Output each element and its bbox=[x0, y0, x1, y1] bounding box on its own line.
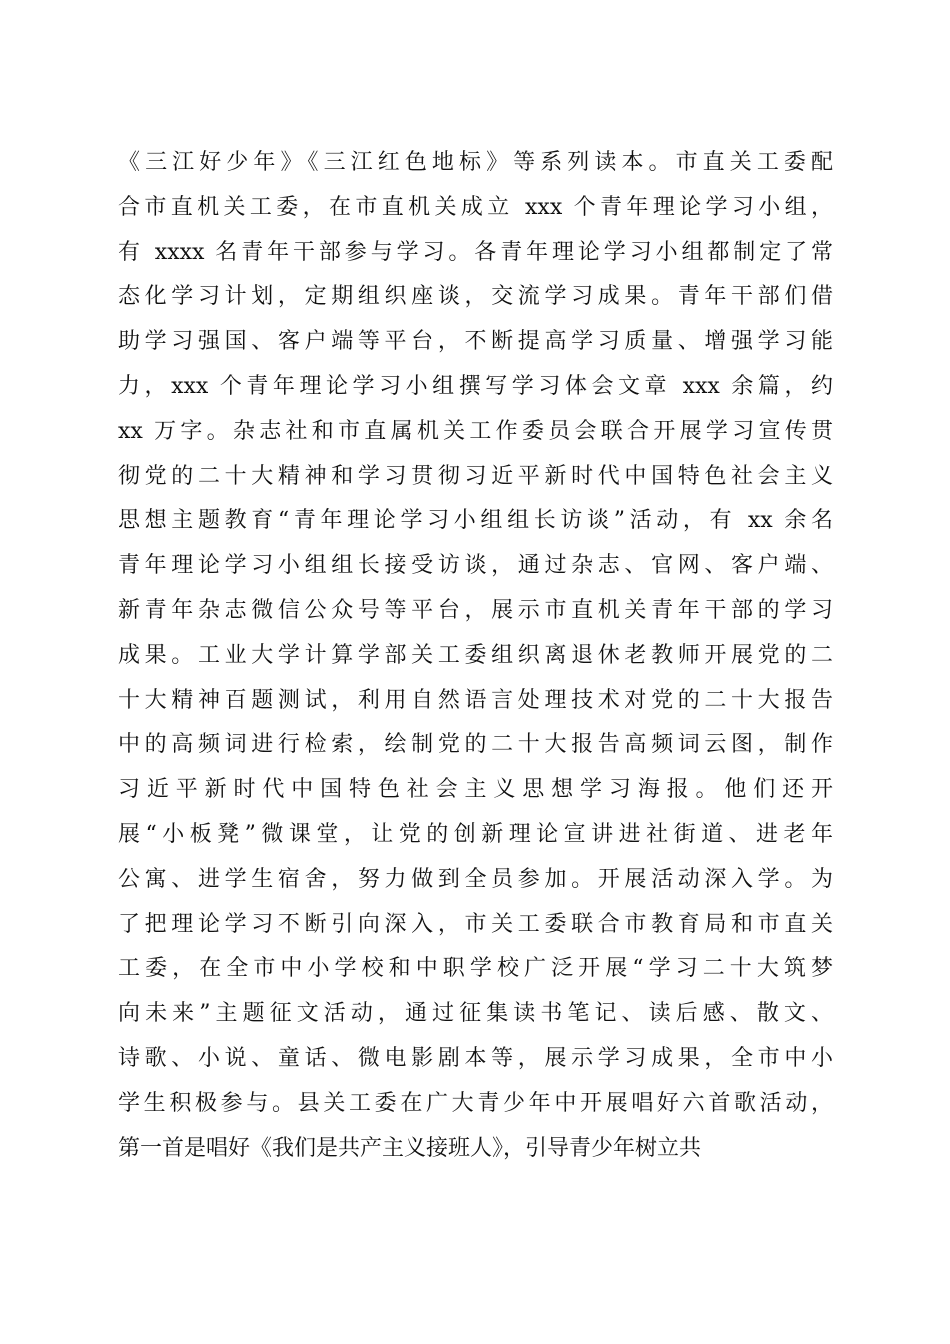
text-line: 工委，在全市中小学校和中职学校广泛开展“学习二十大筑梦 bbox=[118, 956, 833, 982]
text-line: 新青年杂志微信公众号等平台，展示市直机关青年干部的学习 bbox=[118, 597, 833, 623]
text-line: 合市直机关工委，在市直机关成立 xxx 个青年理论学习小组， bbox=[118, 194, 833, 220]
text-line: 第一首是唱好《我们是共产主义接班人》，引导青少年树立共 bbox=[118, 1135, 702, 1161]
text-line: 展“小板凳”微课堂，让党的创新理论宣讲进社街道、进老年 bbox=[118, 821, 833, 847]
text-line: xx 万字。杂志社和市直属机关工作委员会联合开展学习宣传贯 bbox=[118, 418, 833, 444]
text-line: 有 xxxx 名青年干部参与学习。各青年理论学习小组都制定了常 bbox=[118, 239, 833, 265]
body-paragraph bbox=[118, 141, 833, 1171]
text-line: 思想主题教育“青年理论学习小组组长访谈”活动，有 xx 余名 bbox=[118, 508, 833, 534]
text-line: 了把理论学习不断引向深入，市关工委联合市教育局和市直关 bbox=[118, 911, 833, 937]
text-line: 习近平新时代中国特色社会主义思想学习海报。他们还开 bbox=[118, 777, 833, 803]
text-line: 公寓、进学生宿舍，努力做到全员参加。开展活动深入学。为 bbox=[118, 866, 833, 892]
text-line: 诗歌、小说、童话、微电影剧本等，展示学习成果，全市中小 bbox=[118, 1045, 833, 1071]
text-line: 十大精神百题测试，利用自然语言处理技术对党的二十大报告 bbox=[118, 687, 833, 713]
text-line: 《三江好少年》《三江红色地标》等系列读本。市直关工委配 bbox=[118, 150, 833, 175]
text-line: 彻党的二十大精神和学习贯彻习近平新时代中国特色社会主义 bbox=[118, 463, 833, 489]
text-line: 助学习强国、客户端等平台，不断提高学习质量、增强学习能 bbox=[118, 329, 833, 355]
text-line: 态化学习计划，定期组织座谈，交流学习成果。青年干部们借 bbox=[118, 284, 833, 310]
text-line: 中的高频词进行检索，绘制党的二十大报告高频词云图，制作 bbox=[118, 732, 833, 758]
text-line: 青年理论学习小组组长接受访谈，通过杂志、官网、客户端、 bbox=[118, 553, 833, 579]
text-line: 学生积极参与。县关工委在广大青少年中开展唱好六首歌活动， bbox=[118, 1090, 833, 1116]
text-line: 成果。工业大学计算学部关工委组织离退休老教师开展党的二 bbox=[118, 642, 833, 668]
text-line: 力，xxx 个青年理论学习小组撰写学习体会文章 xxx 余篇，约 bbox=[118, 373, 833, 399]
text-line: 向未来”主题征文活动，通过征集读书笔记、读后感、散文、 bbox=[118, 1001, 833, 1027]
